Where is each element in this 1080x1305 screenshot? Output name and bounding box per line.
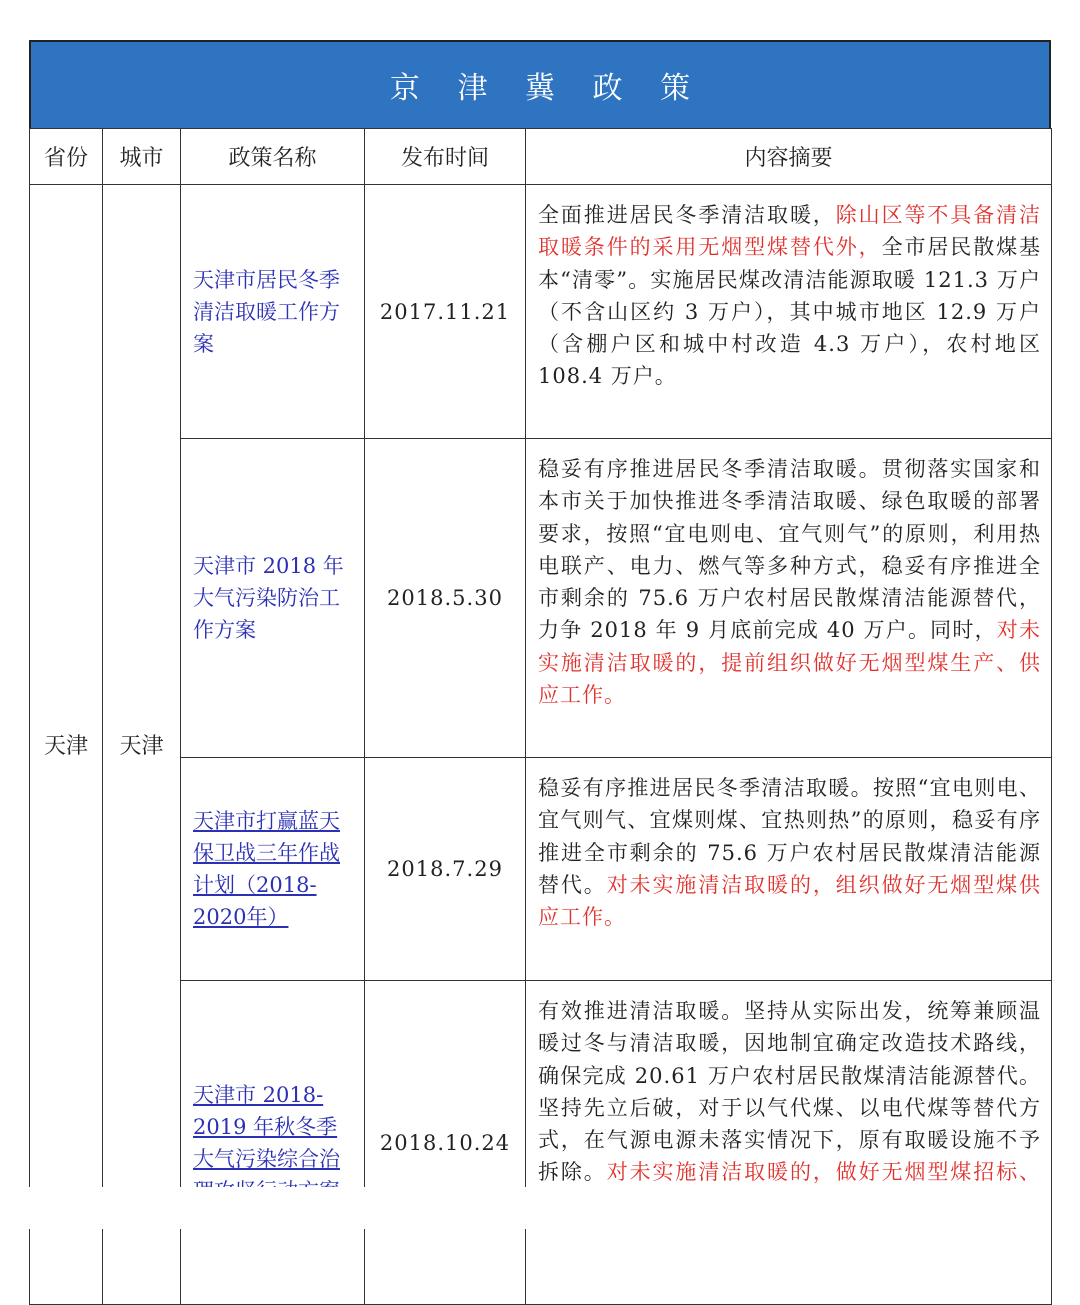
summary-text: 全市居民散煤基本“清零”。实施居民煤改清洁能源取暖 121.3 万户（不含山区约 3 万户），其中城市地区 12.9 万户（含棚户区和城中村改造 4.3 万户），农村地区 108.4 万户。 xyxy=(538,235,1042,389)
date-cell: 2017.11.21 xyxy=(365,185,526,439)
summary-cell xyxy=(526,758,1052,981)
summary-highlight: 对未实施清洁取暖的，做好无烟型煤招标、 xyxy=(606,1160,1042,1185)
policy-name-cell xyxy=(181,758,365,981)
summary-highlight: 对未实施清洁取暖的，提前组织做好无烟型煤生产、供应工作。 xyxy=(538,618,1042,708)
table-title: 京 津 冀 政 策 xyxy=(29,40,1051,128)
summary-text: 全面推进居民冬季清洁取暖， xyxy=(538,203,836,227)
header-summary: 内容摘要 xyxy=(526,129,1052,185)
summary-highlight: 除山区等不具备清洁取暖条件的采用无烟型煤替代外， xyxy=(538,203,1042,260)
header-city: 城市 xyxy=(103,129,181,185)
policy-link[interactable]: 天津市打赢蓝天保卫战三年作战计划（2018-2020年） xyxy=(193,809,340,929)
policy-name-cell xyxy=(181,981,365,1305)
summary-highlight: 对未实施清洁取暖的，组织做好无烟型煤供应工作。 xyxy=(538,872,1042,930)
date-cell: 2018.10.24 xyxy=(365,981,526,1305)
summary-cell xyxy=(526,439,1052,758)
header-publish-date: 发布时间 xyxy=(365,129,526,185)
summary-cell xyxy=(526,981,1052,1305)
date-cell: 2018.7.29 xyxy=(365,758,526,981)
summary-text: 稳妥有序推进居民冬季清洁取暖。贯彻落实国家和本市关于加快推进冬季清洁取暖、绿色取暖的部署要求，按照“宜电则电、宜气则气”的原则，利用热电联产、电力、燃气等多种方式，稳妥有序推进全市剩余的 75.6 万户农村居民散煤清洁能源替代，力争 2018 年 9 月底前完成 40 万户。同时， xyxy=(538,457,1041,643)
province-cell: 天津 xyxy=(30,185,103,1305)
policy-link[interactable]: 天津市 2018-2019 年秋冬季大气污染综合治 xyxy=(193,1082,340,1171)
table-row xyxy=(30,758,1052,981)
summary-text: 有效推进清洁取暖。坚持从实际出发，统筹兼顾温暖过冬与清洁取暖，因地制宜确定改造技术路线，确保完成 20.61 万户农村居民散煤清洁能源替代。坚持先立后破，对于以气代煤、以电代煤等替代方式，在气源电源未落实情况下，原有取暖设施不予拆除。 xyxy=(538,999,1041,1185)
date-cell: 2018.5.30 xyxy=(365,439,526,758)
header-row xyxy=(30,129,1052,185)
policy-name-cell xyxy=(181,185,365,439)
table-row xyxy=(30,439,1052,758)
summary-text: 稳妥有序推进居民冬季清洁取暖。按照“宜电则电、宜气则气、宜煤则煤、宜热则热”的原则，稳妥有序推进全市剩余的 75.6 万户农村居民散煤清洁能源替代。 xyxy=(538,776,1041,897)
table-row xyxy=(30,981,1052,1305)
policy-name-cell xyxy=(181,439,365,758)
header-province: 省份 xyxy=(30,129,103,185)
policy-link[interactable]: 天津市居民冬季清洁取暖工作方案 xyxy=(193,267,340,356)
city-cell: 天津 xyxy=(103,185,181,1305)
policy-table-container xyxy=(29,40,1051,1305)
header-policy-name: 政策名称 xyxy=(181,129,365,185)
summary-cell xyxy=(526,185,1052,439)
page-bottom-mask xyxy=(29,1187,1051,1229)
table-row xyxy=(30,185,1052,439)
policy-link[interactable]: 天津市 2018 年大气污染防治工作方案 xyxy=(193,554,344,642)
policy-table xyxy=(29,128,1052,1305)
